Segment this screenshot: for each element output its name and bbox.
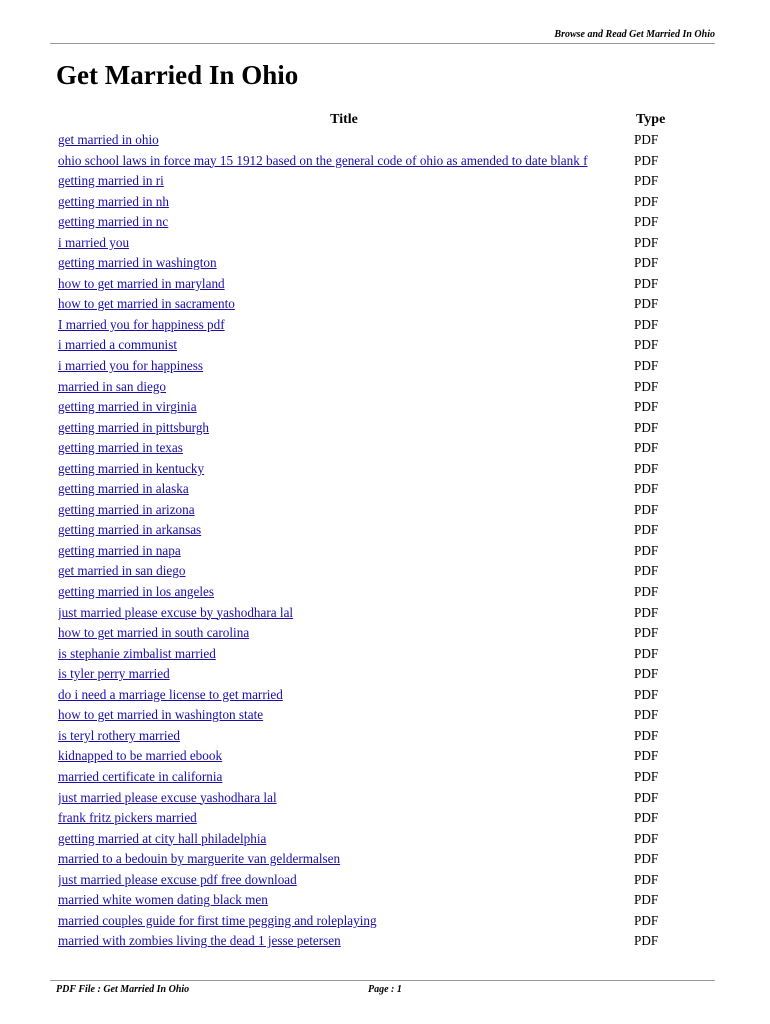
table-row [56, 664, 676, 685]
file-type-label: PDF [634, 296, 659, 312]
column-header-title: Title [330, 112, 358, 127]
table-row [56, 500, 676, 521]
file-type-label: PDF [634, 584, 659, 600]
file-type-label: PDF [634, 378, 659, 394]
table-row [56, 726, 676, 747]
file-type-label: PDF [634, 892, 659, 908]
document-link[interactable]: how to get married in sacramento [58, 296, 235, 312]
table-row [56, 459, 676, 480]
page-header: Browse and Read Get Married In Ohio [554, 29, 715, 40]
table-row [56, 705, 676, 726]
table-row [56, 890, 676, 911]
table-row [56, 520, 676, 541]
table-row [56, 233, 676, 254]
file-type-label: PDF [634, 501, 659, 517]
document-link[interactable]: how to get married in maryland [58, 275, 225, 291]
file-type-label: PDF [634, 686, 659, 702]
table-row [56, 829, 676, 850]
file-type-label: PDF [634, 789, 659, 805]
table-row [56, 561, 676, 582]
file-type-label: PDF [634, 275, 659, 291]
document-link[interactable]: is stephanie zimbalist married [58, 645, 216, 661]
document-link[interactable]: get married in san diego [58, 563, 186, 579]
document-link[interactable]: getting married in virginia [58, 399, 197, 415]
file-type-label: PDF [634, 234, 659, 250]
document-link[interactable]: getting married in pittsburgh [58, 419, 210, 435]
file-type-label: PDF [634, 666, 659, 682]
table-row [56, 356, 676, 377]
file-type-label: PDF [634, 645, 659, 661]
table-row [56, 253, 676, 274]
document-link[interactable]: just married please excuse pdf free download [58, 871, 297, 887]
document-link[interactable]: married certificate in california [58, 768, 223, 784]
file-type-label: PDF [634, 481, 659, 497]
document-link[interactable]: getting married in alaska [58, 481, 189, 497]
file-type-label: PDF [634, 871, 659, 887]
file-type-label: PDF [634, 193, 659, 209]
file-type-label: PDF [634, 933, 659, 949]
file-type-label: PDF [634, 152, 659, 168]
file-type-label: PDF [634, 625, 659, 641]
header-divider [50, 43, 715, 44]
document-link[interactable]: ohio school laws in force may 15 1912 based on the general code of ohio as amended to date blank f [58, 152, 588, 168]
document-link[interactable]: getting married in nc [58, 214, 169, 230]
footer-file-label: PDF File : Get Married In Ohio [56, 984, 190, 995]
file-type-label: PDF [634, 542, 659, 558]
table-row [56, 746, 676, 767]
table-row [56, 603, 676, 624]
table-row [56, 623, 676, 644]
document-link[interactable]: i married you for happiness [58, 358, 204, 374]
table-row [56, 849, 676, 870]
table-row [56, 438, 676, 459]
file-type-label: PDF [634, 337, 659, 353]
document-link[interactable]: get married in ohio [58, 132, 159, 147]
file-type-label: PDF [634, 912, 659, 928]
document-link[interactable]: married couples guide for first time pegging and roleplaying [58, 912, 377, 928]
table-row [56, 274, 676, 295]
footer-page-number: Page : 1 [368, 984, 402, 995]
table-row [56, 212, 676, 233]
document-link[interactable]: married to a bedouin by marguerite van geldermalsen [58, 851, 341, 867]
table-body [56, 130, 676, 952]
document-title: Get Married In Ohio [56, 60, 299, 90]
file-type-label: PDF [634, 748, 659, 764]
file-type-label: PDF [634, 419, 659, 435]
document-link[interactable]: getting married in texas [58, 440, 183, 456]
document-link[interactable]: how to get married in south carolina [58, 625, 250, 641]
document-link[interactable]: married with zombies living the dead 1 jesse petersen [58, 933, 341, 949]
file-type-label: PDF [634, 316, 659, 332]
document-link[interactable]: i married you [58, 234, 130, 250]
document-link[interactable]: kidnapped to be married ebook [58, 748, 223, 764]
file-type-label: PDF [634, 132, 659, 147]
document-link[interactable]: getting married in washington [58, 255, 217, 271]
file-type-label: PDF [634, 255, 659, 271]
document-link[interactable]: getting married in napa [58, 542, 181, 558]
file-type-label: PDF [634, 563, 659, 579]
file-type-label: PDF [634, 830, 659, 846]
table-row [56, 870, 676, 891]
document-link[interactable]: i married a communist [58, 337, 178, 353]
table-row [56, 377, 676, 398]
document-link[interactable]: married white women dating black men [58, 892, 268, 908]
document-link[interactable]: just married please excuse by yashodhara lal [58, 604, 294, 620]
file-type-label: PDF [634, 768, 659, 784]
table-row [56, 582, 676, 603]
file-type-label: PDF [634, 727, 659, 743]
table-row [56, 315, 676, 336]
table-row [56, 541, 676, 562]
document-link[interactable]: do i need a marriage license to get married [58, 686, 283, 702]
document-link[interactable]: frank fritz pickers married [58, 810, 197, 826]
file-type-label: PDF [634, 214, 659, 230]
document-link[interactable]: getting married in los angeles [58, 584, 215, 600]
document-link[interactable]: getting married in kentucky [58, 460, 205, 476]
document-link[interactable]: getting married in nh [58, 193, 169, 209]
table-row [56, 808, 676, 829]
file-type-label: PDF [634, 358, 659, 374]
table-header-row [56, 110, 676, 130]
table-row [56, 911, 676, 932]
table-row [56, 788, 676, 809]
table-row [56, 931, 676, 952]
file-type-label: PDF [634, 173, 659, 189]
file-type-label: PDF [634, 851, 659, 867]
document-table [56, 110, 676, 952]
table-row [56, 397, 676, 418]
table-row [56, 685, 676, 706]
table-row [56, 335, 676, 356]
table-row [56, 479, 676, 500]
document-link[interactable]: getting married at city hall philadelphia [58, 830, 267, 846]
document-link[interactable]: getting married in arkansas [58, 522, 202, 538]
file-type-label: PDF [634, 460, 659, 476]
document-link[interactable]: is teryl rothery married [58, 727, 180, 743]
table-row [56, 418, 676, 439]
file-type-label: PDF [634, 604, 659, 620]
document-link[interactable]: getting married in ri [58, 173, 164, 189]
file-type-label: PDF [634, 707, 659, 723]
document-link[interactable]: getting married in arizona [58, 501, 195, 517]
file-type-label: PDF [634, 810, 659, 826]
table-row [56, 171, 676, 192]
document-link[interactable]: I married you for happiness pdf [58, 316, 225, 332]
table-row [56, 192, 676, 213]
table-row [56, 130, 676, 151]
column-header-type: Type [636, 112, 666, 127]
document-link[interactable]: is tyler perry married [58, 666, 170, 682]
footer-divider [50, 980, 715, 981]
file-type-label: PDF [634, 440, 659, 456]
table-row [56, 767, 676, 788]
table-row [56, 294, 676, 315]
file-type-label: PDF [634, 399, 659, 415]
document-link[interactable]: married in san diego [58, 378, 167, 394]
document-link[interactable]: how to get married in washington state [58, 707, 264, 723]
table-row [56, 644, 676, 665]
document-link[interactable]: just married please excuse yashodhara lal [58, 789, 277, 805]
table-row [56, 151, 676, 172]
file-type-label: PDF [634, 522, 659, 538]
